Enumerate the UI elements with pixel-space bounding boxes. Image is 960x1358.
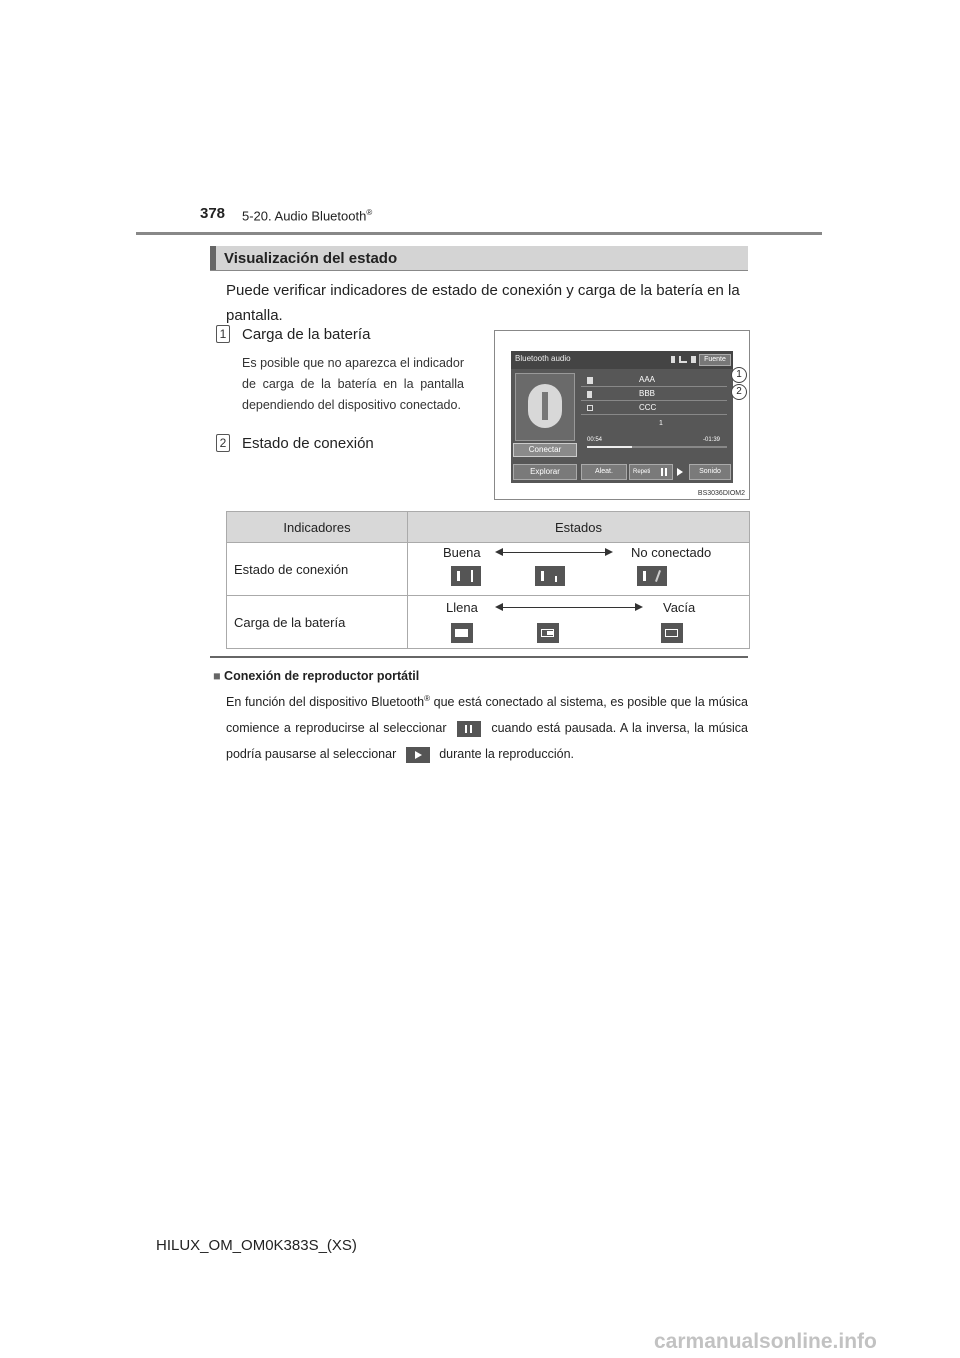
status-icons (671, 355, 697, 364)
signal-bar-full (471, 570, 473, 582)
status-table (226, 511, 750, 649)
battery-states-cell (408, 596, 750, 649)
bluetooth-disconnected-icon (637, 566, 667, 586)
note-title: Conexión de reproductor portátil (224, 669, 420, 683)
track-artist: AAA (639, 375, 656, 384)
state-full-label: Llena (446, 600, 478, 615)
row-label-battery: Carga de la batería (227, 596, 408, 649)
section-title-accent (210, 246, 216, 270)
bluetooth-strong-icon (451, 566, 481, 586)
figure-code: BS3036DIOM2 (697, 490, 745, 497)
item-number-2: 2 (216, 434, 230, 452)
battery-half-icon (537, 623, 559, 643)
battery-status-icon (691, 356, 696, 363)
signal-bar-weak (555, 576, 557, 582)
play-button-icon (406, 747, 430, 763)
callout-2: 2 (731, 384, 747, 400)
time-elapsed: 00:54 (587, 437, 603, 443)
connection-states-cell (408, 543, 750, 596)
footer-doc-code: HILUX_OM_OM0K383S_(XS) (156, 1237, 357, 1254)
repeat-button[interactable]: Repeti (629, 464, 673, 480)
browse-button[interactable]: Explorar (513, 464, 577, 480)
callout-1: 1 (731, 367, 747, 383)
bt-glyph (643, 571, 646, 581)
bt-glyph (541, 571, 544, 581)
page-number: 378 (200, 205, 226, 222)
note-text-4: durante la reproducción. (439, 747, 575, 762)
table-header-indicators: Indicadores (227, 512, 408, 543)
note-rule (210, 656, 748, 658)
arrow-right-head (605, 548, 613, 556)
note-text-2: que está conectado al sistema, es posible que la música comience a reproducirse al seleccionar (226, 695, 748, 736)
bluetooth-weak-icon (535, 566, 565, 586)
battery-full-icon (451, 623, 473, 643)
signal-icon (679, 356, 687, 363)
running-head (242, 208, 372, 223)
row-divider (581, 400, 727, 401)
watermark: carmanualsonline.info (654, 1330, 877, 1353)
registered-mark: ® (424, 694, 430, 703)
table-header-states: Estados (408, 512, 750, 543)
state-disconnected-label: No conectado (631, 545, 712, 560)
arrow-left-head (495, 548, 503, 556)
play-icon[interactable] (677, 468, 683, 476)
note-text-1: En función del dispositivo Bluetooth (226, 695, 425, 710)
song-icon (587, 391, 592, 398)
bluetooth-audio-screen (511, 351, 733, 483)
source-button[interactable]: Fuente (699, 354, 731, 366)
connect-button[interactable]: Conectar (513, 443, 577, 457)
time-remaining: -01:39 (703, 437, 721, 443)
item-number-1: 1 (216, 325, 230, 343)
item-title-battery: Carga de la batería (242, 326, 371, 343)
progress-track (587, 446, 727, 448)
registered-mark: ® (366, 208, 373, 217)
state-good-label: Buena (443, 545, 481, 560)
range-arrow-line (497, 552, 607, 553)
bt-glyph (457, 571, 460, 581)
row-divider (581, 386, 727, 387)
bluetooth-rune (542, 392, 548, 420)
battery-empty-icon (661, 623, 683, 643)
note-heading (213, 669, 419, 683)
arrow-right-head (635, 603, 643, 611)
track-album: CCC (639, 403, 657, 412)
screen-figure (494, 330, 750, 500)
item-title-connection: Estado de conexión (242, 435, 374, 452)
section-title: Visualización del estado (224, 250, 398, 267)
sound-button[interactable]: Sonido (689, 464, 731, 480)
arrow-left-head (495, 603, 503, 611)
pause-button-icon (457, 721, 481, 737)
shuffle-button[interactable]: Aleat. (581, 464, 627, 480)
track-song: BBB (639, 389, 656, 398)
signal-slash (655, 570, 661, 582)
battery-outline (665, 629, 678, 637)
row-label-connection: Estado de conexión (227, 543, 408, 596)
bluetooth-status-icon (671, 356, 675, 363)
battery-fill-full (455, 629, 468, 637)
note-text-3: cuando está pausada. A la inversa, la música podría pausarse al seleccionar (226, 721, 748, 762)
album-icon (587, 405, 593, 411)
screen-title: Bluetooth audio (515, 354, 571, 363)
row-divider (581, 414, 727, 415)
section-title-bar (210, 246, 748, 271)
state-empty-label: Vacía (663, 600, 696, 615)
header-rule (136, 232, 822, 235)
battery-fill-half (547, 631, 553, 635)
pause-icon[interactable] (661, 468, 667, 476)
item-desc-battery: Es posible que no aparezca el indicador de carga de la batería en la pantalla dependiendo del dispositivo conectado. (242, 356, 464, 412)
album-art-panel (515, 373, 575, 441)
track-number: 1 (659, 420, 663, 427)
note-body (226, 686, 748, 767)
note-bullet: ■ (213, 669, 221, 683)
range-arrow-line (497, 607, 637, 608)
section-label: 5-20. Audio Bluetooth (242, 208, 367, 224)
progress-fill (587, 446, 632, 448)
artist-icon (587, 377, 593, 384)
intro-paragraph: Puede verificar indicadores de estado de conexión y carga de la batería en la pantalla. (226, 282, 740, 324)
